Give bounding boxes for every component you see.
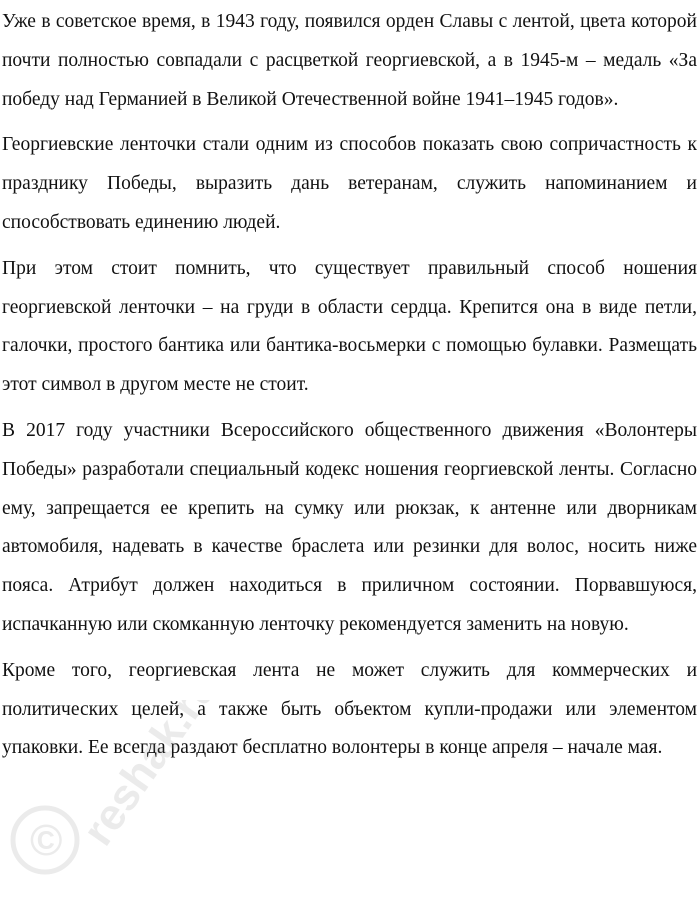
- watermark-text: reshak.ru: [73, 700, 228, 855]
- paragraph-5: Кроме того, георгиевская лента не может служить для коммерческих и политических целей, а также быть объектом купли-продажи или элементом упаковки. Ее всегда раздают бесплатно волонтеры в конце апреля – начале мая.: [2, 659, 697, 759]
- paragraph-1: Уже в советское время, в 1943 году, появился орден Славы с лентой, цвета которой почти полностью совпадали с расцветкой георгиевской, а в 1945-м – медаль «За победу над Германией в Великой Отечественной войне 1941–1945 годов».: [2, 11, 697, 110]
- paragraph-2: Георгиевские ленточки стали одним из способов показать свою сопричастность к празднику Победы, выразить дань ветеранам, служить напоминанием и способствовать единению людей.: [2, 134, 697, 233]
- watermark-symbol: ©: [30, 816, 63, 865]
- paragraph-3: При этом стоит помнить, что существует правильный способ ношения георгиевской ленточки – на груди в области сердца. Крепится она в виде петли, галочки, простого бантика или бантика-восьмерки с помощью булавки. Размещать этот символ в другом месте не стоит.: [2, 257, 697, 396]
- article-text: [2, 3, 697, 775]
- paragraph-4: В 2017 году участники Всероссийского общественного движения «Волонтеры Победы» разработали специальный кодекс ношения георгиевской ленты. Согласно ему, запрещается ее крепить на сумку или рюкзак, к антенне или дворникам автомобиля, надевать в качестве браслета или резинки для волос, носить ниже пояса. Атрибут должен находиться в приличном состоянии. Порвавшуюся, испачканную или скомканную ленточку рекомендуется заменить на новую.: [2, 419, 697, 635]
- copyright-circle-icon: [13, 808, 77, 872]
